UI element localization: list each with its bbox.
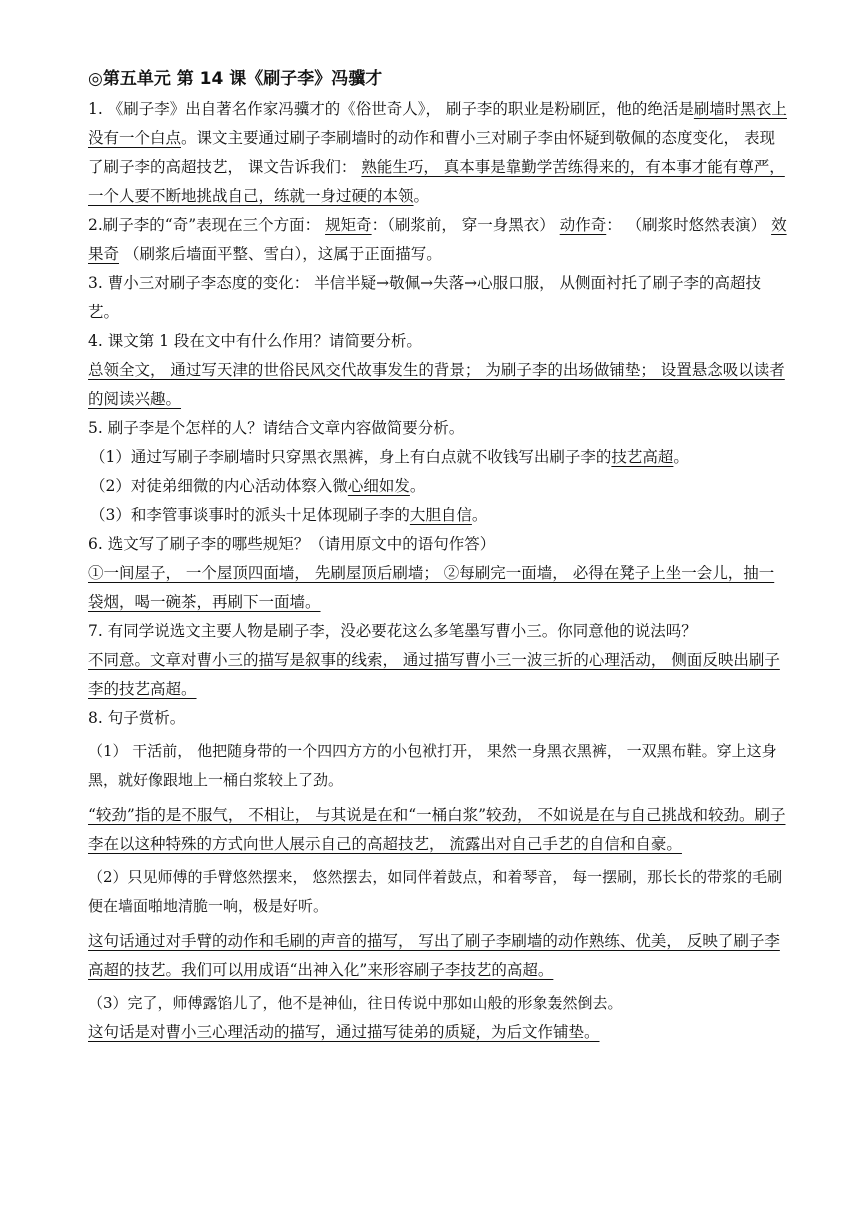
answer-5-item-3: （3）和李管事谈事时的派头十足体现刷子李的大胆自信。 — [90, 506, 488, 524]
analysis-2: 这句话通过对手臂的动作和毛刷的声音的描写， 写出了刷子李刷墙的动作熟练、优美， 反映了刷子李高超的技艺。我们可以用成语“出神入化”来形容刷子李技艺的高超。 — [88, 932, 780, 979]
answer-underline: 效果奇 — [88, 216, 787, 263]
analysis-3: 这句话是对曹小三心理活动的描写，通过描写徒弟的质疑，为后文作铺垫。 — [88, 1023, 600, 1041]
question-4: 4. 课文第 1 段在文中有什么作用？请简要分析。 — [88, 332, 422, 350]
question-3: 3. 曹小三对刷子李态度的变化： 半信半疑→敬佩→失落→心服口服， 从侧面衬托了刷子李的高超技艺。 — [88, 274, 762, 321]
answer-6: ①一间屋子， 一个屋顶四面墙， 先刷屋顶后刷墙； ②每刷完一面墙， 必得在凳子上坐一会儿，抽一袋烟，喝一碗茶，再刷下一面墙。 — [88, 564, 775, 611]
sentence-3: （3）完了，师傅露馅儿了，他不是神仙，往日传说中那如山般的形象轰然倒去。 — [88, 994, 623, 1012]
question-2: 2.刷子李的“奇”表现在三个方面： 规矩奇：（刷浆前， 穿一身黑衣） 动作奇： （刷浆时悠然表演） 效果奇 （刷浆后墙面平整、雪白），这属于正面描写。 — [88, 216, 787, 263]
analysis-1: “较劲”指的是不服气， 不相让， 与其说是在和“一桶白浆”较劲， 不如说是在与自己挑战和较劲。刷子李在以这种特殊的方式向世人展示自己的高超技艺， 流露出对自己手艺的自信和自豪。 — [88, 806, 786, 853]
answer-5-item-2: （2）对徒弟细微的内心活动体察入微心细如发。 — [90, 477, 426, 495]
question-1: 1. 《刷子李》出自著名作家冯骥才的《俗世奇人》， 刷子李的职业是粉刷匠，他的绝活是刷墙时黑衣上没有一个白点。课文主要通过刷子李刷墙时的动作和曹小三对刷子李由怀疑到敬佩的态度变化， 表现了刷子李的高超技艺， 课文告诉我们： 熟能生巧， 真本事是靠勤学苦练得来的，有本事才能有尊严， 一个人要不断地挑战自己，练就一身过硬的本领。 — [88, 100, 787, 205]
answer-underline: 刷墙时黑衣上没有一个白点 — [88, 100, 787, 147]
answer-7: 不同意。文章对曹小三的描写是叙事的线索， 通过描写曹小三一波三折的心理活动， 侧面反映出刷子李的技艺高超。 — [88, 651, 780, 698]
answer-underline: 熟能生巧， 真本事是靠勤学苦练得来的，有本事才能有尊严， 一个人要不断地挑战自己，练就一身过硬的本领 — [88, 158, 785, 205]
sentence-1: （1） 干活前， 他把随身带的一个四四方方的小包袱打开， 果然一身黑衣黑裤， 一双黑布鞋。穿上这身黑，就好像跟地上一桶白浆较上了劲。 — [88, 742, 777, 789]
question-8: 8. 句子赏析。 — [88, 709, 186, 727]
question-5: 5. 刷子李是个怎样的人？请结合文章内容做简要分析。 — [88, 419, 465, 437]
answer-underline: 动作奇 — [559, 216, 607, 234]
question-6: 6. 选文写了刷子李的哪些规矩？（请用原文中的语句作答） — [88, 535, 496, 553]
answer-4: 总领全文， 通过写天津的世俗民风交代故事发生的背景； 为刷子李的出场做铺垫； 设置悬念吸以读者的阅读兴趣。 — [88, 361, 785, 408]
lesson-title: ◎第五单元 第 14 课《刷子李》冯骥才 — [88, 69, 383, 89]
document-page — [88, 64, 788, 1047]
answer-5-item-1: （1）通过写刷子李刷墙时只穿黑衣黑裤，身上有白点就不收钱写出刷子李的技艺高超。 — [90, 448, 689, 466]
question-7: 7. 有同学说选文主要人物是刷子李，没必要花这么多笔墨写曹小三。你同意他的说法吗？ — [88, 622, 697, 640]
answer-underline: 规矩奇 — [325, 216, 372, 234]
sentence-2: （2）只见师傅的手臂悠然摆来， 悠然摆去，如同伴着鼓点，和着琴音， 每一摆刷，那长长的带浆的毛刷便在墙面啪地清脆一响，极是好听。 — [88, 868, 783, 915]
